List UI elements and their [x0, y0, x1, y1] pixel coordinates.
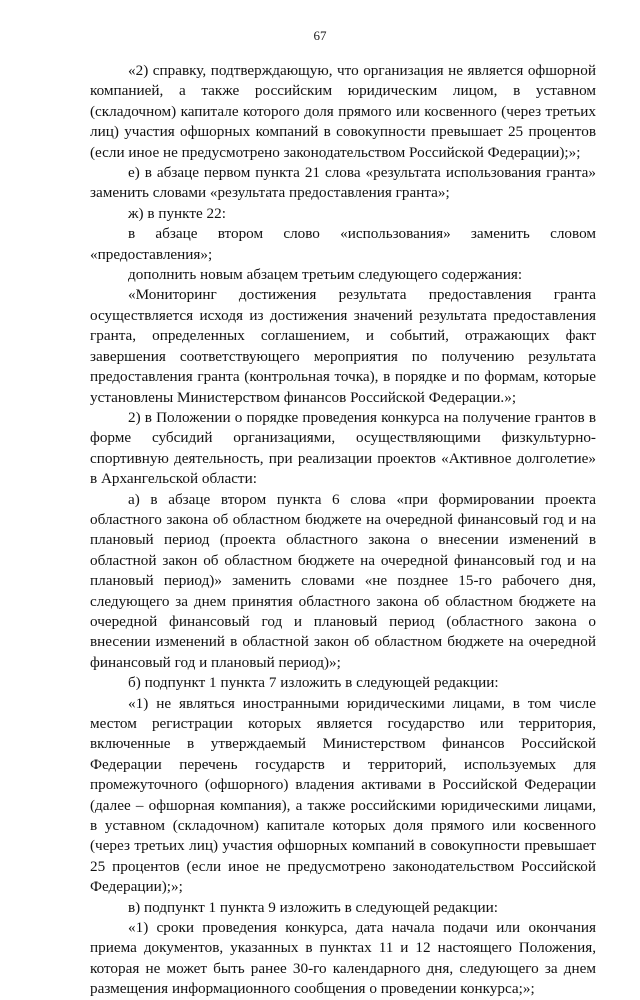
- paragraph: ж) в пункте 22:: [128, 204, 226, 222]
- paragraph: дополнить новым абзацем третьим следующего содержания:: [128, 266, 523, 284]
- paragraph: б) подпункт 1 пункта 7 изложить в следующей редакции:: [128, 674, 499, 692]
- paragraph: 2) в Положении о порядке проведения конкурса на получение грантов в форме субсидий организациями, осуществляющими физкультурно-спортивную деятельность, при реализации проектов «Активное долголетие» в Архангельской области:: [90, 408, 596, 488]
- paragraph: «Мониторинг достижения результата предоставления гранта осуществляется исходя из достижения значений результата предоставления гранта, определенных соглашением, и событий, отражающих факт завершения соответствующего мероприятия по получению результата предоставления гранта (контрольная точка), в порядке и по формам, которые установлены Министерством финансов Российской Федерации.»;: [90, 286, 596, 406]
- document-body: [90, 61, 596, 1000]
- paragraph: «1) не являться иностранными юридическими лицами, в том числе местом регистрации которых является государство или территория, включенные в утверждаемый Министерством финансов Российской Федерации перечень государств и территорий, используемых для промежуточного (офшорного) владения активами в Российской Федерации (далее – офшорная компания), а также российскими юридическими лицами, в уставном (складочном) капитале которых доля прямого или косвенного (через третьих лиц) участия офшорных компаний в совокупности превышает 25 процентов (если иное не предусмотрено законодательством Российской Федерации);»;: [90, 694, 596, 896]
- page-number: 67: [313, 28, 327, 43]
- paragraph: «2) справку, подтверждающую, что организация не является офшорной компанией, а также российским юридическим лицом, в уставном (складочном) капитале которого доля прямого или косвенного (через третьих лиц) участия офшорных компаний в совокупности превышает 25 процентов (если иное не предусмотрено законодательством Российской Федерации);»;: [90, 62, 596, 161]
- paragraph: в абзаце втором слово «использования» заменить словом «предоставления»;: [90, 225, 596, 263]
- paragraph: а) в абзаце втором пункта 6 слова «при формировании проекта областного закона об областном бюджете на очередной финансовый год и на плановый период (проекта областного закона о внесении изменений в областной закон об областном бюджете на очередной финансовый год и на плановый период)» заменить словами «не позднее 15-го рабочего дня, следующего за днем принятия областного закона об областном бюджете на очередной финансовый год и плановый период (областного закона о внесении изменений в областной закон об областном бюджете на очередной финансовый год и плановый период)»;: [90, 490, 596, 671]
- paragraph: в) подпункт 1 пункта 9 изложить в следующей редакции:: [128, 898, 499, 916]
- paragraph: «1) сроки проведения конкурса, дата начала подачи или окончания приема документов, указанных в пунктах 11 и 12 настоящего Положения, которая не может быть ранее 30-го календарного дня, следующего за днем размещения информационного сообщения о проведении конкурса;»;: [90, 919, 596, 998]
- paragraph: е) в абзаце первом пункта 21 слова «результата использования гранта» заменить словами «результата предоставления гранта»;: [90, 164, 596, 202]
